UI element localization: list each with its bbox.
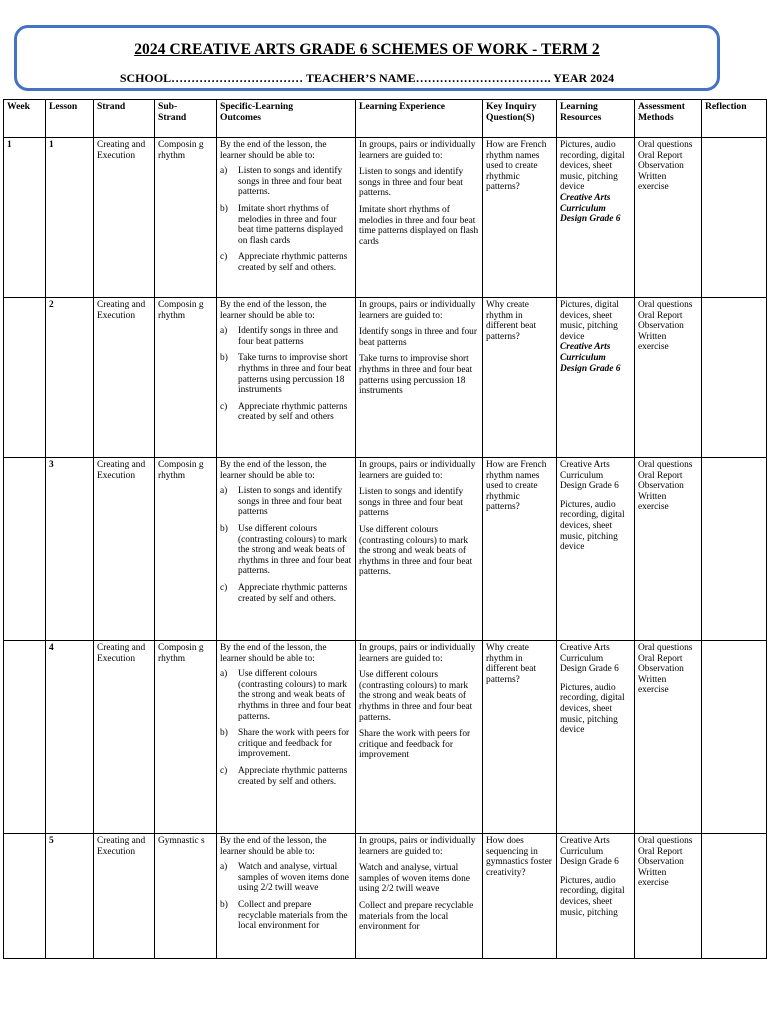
reflection-cell	[702, 834, 767, 959]
document-title: 2024 CREATIVE ARTS GRADE 6 SCHEMES OF WORK - TERM 2	[134, 41, 600, 58]
outcomes-intro: By the end of the lesson, the learner should be able to:	[220, 140, 327, 161]
strand-cell: Creating and Execution	[94, 458, 155, 641]
sub-strand-cell: Composin g rhythm	[155, 298, 217, 458]
list-item: a) Listen to songs and identify songs in three and four beat patterns	[220, 486, 343, 518]
assessment-cell: Oral questions Oral Report Observation Written exercise	[635, 138, 702, 298]
document-header	[14, 25, 720, 91]
experience-cell: In groups, pairs or individually learners are guided to: Watch and analyse, virtual samples of woven items done using 2/2 twill weave Collect and prepare recyclable materials from the local environment for	[356, 834, 483, 959]
assessment-cell: Oral questions Oral Report Observation Written exercise	[635, 641, 702, 834]
list-item: b) Collect and prepare recyclable materials from the local environment for	[220, 899, 348, 932]
resources-cell: Pictures, audio recording, digital devices, sheet music, pitching device Creative Arts Curriculum Design Grade 6	[557, 138, 635, 298]
list-item: c) Appreciate rhythmic patterns created by self and others.	[220, 765, 348, 787]
outcomes-intro: By the end of the lesson, the learner should be able to:	[220, 460, 327, 481]
list-item: b) Take turns to improvise short rhythms in three and four beat patterns using percussion 18 instruments	[220, 353, 352, 396]
outcomes-cell	[217, 834, 356, 959]
inquiry-question-cell: Why create rhythm in different beat patterns?	[483, 641, 557, 834]
assessment-cell: Oral questions Oral Report Observation Written exercise	[635, 458, 702, 641]
resources-cell: Pictures, digital devices, sheet music, pitching device Creative Arts Curriculum Design Grade 6	[557, 298, 635, 458]
outcomes-intro: By the end of the lesson, the learner should be able to:	[220, 643, 327, 664]
resources-cell: Creative Arts Curriculum Design Grade 6 Pictures, audio recording, digital devices, sheet music, pitching	[557, 834, 635, 959]
list-item: a) Listen to songs and identify songs in three and four beat patterns.	[220, 166, 343, 198]
lesson-cell: 5	[46, 834, 94, 959]
sub-strand-cell: Composin g rhythm	[155, 641, 217, 834]
assessment-cell: Oral questions Oral Report Observation Written exercise	[635, 298, 702, 458]
strand-cell: Creating and Execution	[94, 298, 155, 458]
table-row	[4, 298, 767, 458]
week-cell	[4, 834, 46, 959]
lesson-cell: 3	[46, 458, 94, 641]
outcomes-intro: By the end of the lesson, the learner should be able to:	[220, 300, 327, 321]
inquiry-question-cell: How does sequencing in gymnastics foster creativity?	[483, 834, 557, 959]
schemes-of-work-table	[3, 99, 767, 959]
strand-cell: Creating and Execution	[94, 834, 155, 959]
reflection-cell	[702, 458, 767, 641]
experience-cell: In groups, pairs or individually learners are guided to: Use different colours (contrasting colours) to mark the strong and weak beats of rhythms in three and four beat patterns. Share the work with peers for critique and feedback for improvement	[356, 641, 483, 834]
strand-cell: Creating and Execution	[94, 138, 155, 298]
lesson-cell: 4	[46, 641, 94, 834]
reflection-cell	[702, 138, 767, 298]
school-teacher-year-line: SCHOOL…………………………… TEACHER’S NAME……………………………. YEAR 2024	[119, 71, 615, 85]
column-header-lesson: Lesson	[46, 100, 94, 138]
list-item: c) Appreciate rhythmic patterns created by self and others.	[220, 582, 348, 604]
list-item: b) Use different colours (contrasting colours) to mark the strong and weak beats of rhythms in three and four beat patterns.	[220, 523, 352, 577]
outcomes-cell	[217, 458, 356, 641]
sub-strand-cell: Composin g rhythm	[155, 138, 217, 298]
lesson-cell: 2	[46, 298, 94, 458]
sub-strand-cell: Gymnastic s	[155, 834, 217, 959]
column-header-reflection: Reflection	[702, 100, 767, 138]
outcomes-cell	[217, 138, 356, 298]
list-item: a) Use different colours (contrasting colours) to mark the strong and weak beats of rhythms in three and four beat patterns.	[220, 669, 352, 722]
week-cell: 1	[4, 138, 46, 298]
reflection-cell	[702, 298, 767, 458]
inquiry-question-cell: How are French rhythm names used to create rhythmic patterns?	[483, 458, 557, 641]
table-header-row	[4, 100, 767, 138]
table-row	[4, 641, 767, 834]
resources-cell: Creative Arts Curriculum Design Grade 6 Pictures, audio recording, digital devices, sheet music, pitching device	[557, 458, 635, 641]
outcomes-cell	[217, 298, 356, 458]
experience-cell: In groups, pairs or individually learners are guided to: Listen to songs and identify songs in three and four beat patterns Use different colours (contrasting colours) to mark the strong and weak beats of rhythms in three and four beat patterns.	[356, 458, 483, 641]
table-row	[4, 458, 767, 641]
experience-cell: In groups, pairs or individually learners are guided to: Identify songs in three and four beat patterns Take turns to improvise short rhythms in three and four beat patterns using percussion 18 instruments	[356, 298, 483, 458]
column-header-resources: Learning Resources	[557, 100, 635, 138]
lesson-cell: 1	[46, 138, 94, 298]
week-cell	[4, 641, 46, 834]
outcomes-intro: By the end of the lesson, the learner should be able to:	[220, 836, 327, 857]
resources-cell: Creative Arts Curriculum Design Grade 6 Pictures, audio recording, digital devices, sheet music, pitching device	[557, 641, 635, 834]
reflection-cell	[702, 641, 767, 834]
outcomes-cell	[217, 641, 356, 834]
column-header-week: Week	[4, 100, 46, 138]
sub-strand-cell: Composin g rhythm	[155, 458, 217, 641]
week-cell	[4, 458, 46, 641]
table-row	[4, 138, 767, 298]
list-item: c) Appreciate rhythmic patterns created by self and others.	[220, 252, 348, 273]
assessment-cell: Oral questions Oral Report Observation Written exercise	[635, 834, 702, 959]
list-item: a) Watch and analyse, virtual samples of woven items done using 2/2 twill weave	[220, 862, 349, 894]
inquiry-question-cell: Why create rhythm in different beat patterns?	[483, 298, 557, 458]
column-header-outcomes: Specific-Learning Outcomes	[217, 100, 356, 138]
column-header-inquiry-question: Key Inquiry Question(S)	[483, 100, 557, 138]
inquiry-question-cell: How are French rhythm names used to create rhythmic patterns?	[483, 138, 557, 298]
experience-cell: In groups, pairs or individually learners are guided to: Listen to songs and identify songs in three and four beat patterns. Imitate short rhythms of melodies in three and four beat time patterns displayed on flash cards	[356, 138, 483, 298]
column-header-experience: Learning Experience	[356, 100, 483, 138]
column-header-assessment: Assessment Methods	[635, 100, 702, 138]
column-header-strand: Strand	[94, 100, 155, 138]
list-item: b) Imitate short rhythms of melodies in three and four beat time patterns displayed on flash cards	[220, 203, 343, 246]
list-item: b) Share the work with peers for critique and feedback for improvement.	[220, 728, 350, 760]
list-item: a) Identify songs in three and four beat patterns	[220, 326, 338, 347]
week-cell	[4, 298, 46, 458]
strand-cell: Creating and Execution	[94, 641, 155, 834]
table-row	[4, 834, 767, 959]
list-item: c) Appreciate rhythmic patterns created by self and others	[220, 401, 348, 423]
column-header-sub-strand: Sub- Strand	[155, 100, 217, 138]
